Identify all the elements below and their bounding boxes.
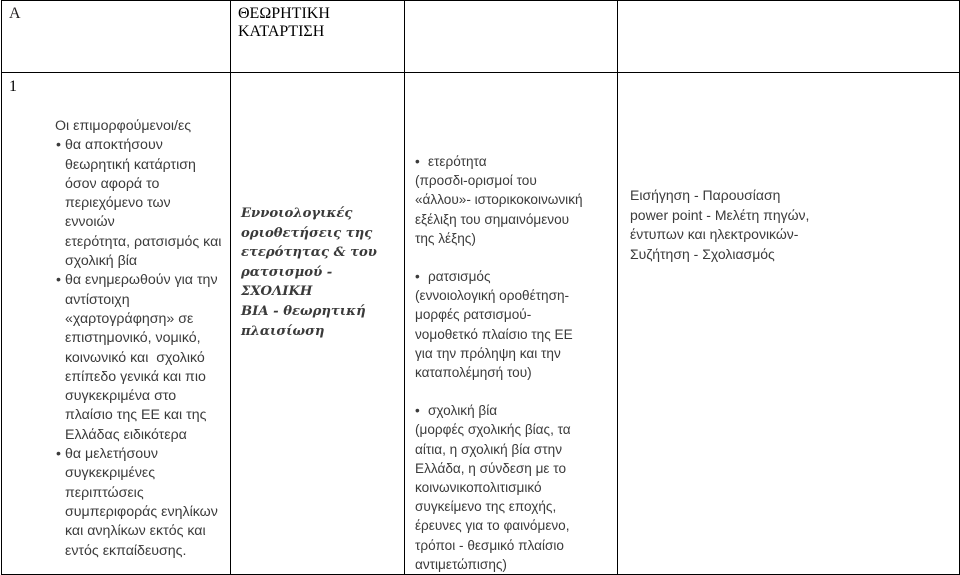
text-line: εξέλιξη του σημαινόμενου bbox=[415, 211, 570, 227]
text-line: (μορφές σχολικής βίας, τα bbox=[415, 422, 571, 438]
objectives-intro: Οι επιμορφούμενοι/ες bbox=[55, 118, 192, 134]
text-line: «χαρτογράφηση» σε bbox=[65, 310, 194, 327]
text-line: οριοθετήσεις της bbox=[241, 225, 373, 241]
header-cell-title bbox=[231, 1, 405, 73]
header-cell-empty-4 bbox=[618, 1, 960, 73]
text-line: Ελλάδα, η σύνδεση με το bbox=[415, 460, 567, 476]
topic-cell bbox=[231, 73, 405, 575]
text-line: συμπεριφοράς ενηλίκων bbox=[65, 503, 218, 520]
objective-bullet-1 bbox=[55, 136, 224, 271]
text-line: νομοθετκό πλαίσιο της ΕΕ bbox=[415, 326, 573, 342]
bullet-icon: • bbox=[415, 403, 420, 419]
text-line: τρόποι - θεσμικό πλαίσιο bbox=[415, 537, 564, 553]
text-line: • θα αποκτήσουν bbox=[65, 137, 163, 154]
text-line: επιστημονικό, νομικό, bbox=[65, 330, 201, 347]
text-line: κοινωνικό και σχολικό bbox=[65, 349, 205, 366]
text-line: ετερότητα, ρατσισμός και bbox=[65, 233, 222, 250]
text-line: Εννοιολογικές bbox=[241, 206, 353, 221]
text-line: ρατσισμός bbox=[428, 269, 491, 285]
text-line: θεωρητική κατάρτιση bbox=[65, 156, 196, 173]
text-line: κοινωνικοπολιτισμικό bbox=[415, 480, 542, 496]
text-line: συγκείμενο της εποχής, bbox=[415, 499, 557, 515]
text-line: έρευνες για το φαινόμενο, bbox=[415, 518, 570, 534]
bullet-icon: • bbox=[415, 154, 420, 169]
header-row bbox=[2, 1, 960, 73]
training-table bbox=[1, 0, 960, 575]
text-line: (εννοιολογική οροθέτηση- bbox=[415, 288, 570, 304]
text-line: αντίστοιχη bbox=[65, 291, 130, 308]
header-cell-empty-3 bbox=[405, 1, 618, 73]
text-line: πλαίσιο της ΕΕ και της bbox=[65, 407, 207, 424]
text-line: περιπτώσεις bbox=[65, 484, 144, 501]
header-cell-a bbox=[2, 1, 231, 73]
objective-bullet-3 bbox=[55, 445, 224, 561]
methods-cell bbox=[618, 73, 960, 575]
content-cell bbox=[405, 73, 618, 575]
text-line: καταπολέμησή του) bbox=[415, 365, 532, 381]
content-item-3 bbox=[415, 401, 611, 420]
text-line: Ελλάδας ειδικότερα bbox=[65, 426, 187, 443]
text-line: «άλλου»- ιστορικοκοινωνική bbox=[415, 192, 583, 208]
bullet-icon: • bbox=[415, 269, 420, 285]
text-line: εντός εκπαίδευσης. bbox=[65, 542, 187, 559]
text-line: για την πρόληψη και την bbox=[415, 345, 561, 361]
text-line: Εισήγηση - Παρουσίαση bbox=[630, 187, 781, 203]
text-line: (προσδι-ορισμοί του bbox=[415, 173, 537, 189]
text-line: πλαισίωση bbox=[241, 323, 325, 339]
text-line: σχολική βία bbox=[65, 253, 138, 270]
content-item-2 bbox=[415, 267, 611, 286]
text-line: ρατσισμού - ΣΧΟΛΙΚΗ bbox=[241, 264, 333, 300]
text-line: και ανηλίκων εκτός και bbox=[65, 523, 206, 540]
text-line: συγκεκριμένες bbox=[65, 465, 156, 482]
text-line: συγκεκριμένα στο bbox=[65, 388, 177, 405]
text-line: της λέξης) bbox=[415, 230, 476, 246]
text-line: ΒΙΑ - θεωρητική bbox=[241, 303, 366, 319]
text-line: ετερότητας & του bbox=[241, 245, 377, 261]
objectives-cell bbox=[2, 73, 231, 575]
methods-text bbox=[618, 73, 959, 264]
text-line: • θα μελετήσουν bbox=[65, 446, 158, 463]
text-line: μορφές ρατσισμού- bbox=[415, 307, 532, 323]
text-line: αίτια, η σχολική βία στην bbox=[415, 441, 563, 457]
text-line: επίπεδο γενικά και πιο bbox=[65, 368, 206, 385]
text-line: έντυπων και ηλεκτρονικών- bbox=[630, 226, 799, 243]
table-row bbox=[2, 73, 960, 575]
text-line: όσον αφορά το bbox=[65, 175, 160, 192]
text-line: περιεχόμενο των εννοιών bbox=[65, 195, 171, 231]
content-item-1 bbox=[415, 152, 611, 171]
text-line: ετερότητα bbox=[428, 154, 487, 169]
text-line: σχολική βία bbox=[428, 403, 498, 419]
text-line: • θα ενημερωθούν για την bbox=[65, 272, 218, 289]
header-title-line2: ΚΑΤΑΡΤΙΣΗ bbox=[238, 23, 325, 40]
text-line: αντιμετώπισης) bbox=[415, 556, 507, 572]
topic-title bbox=[231, 73, 404, 341]
header-col-a-label: A bbox=[9, 5, 21, 22]
text-line: Συζήτηση - Σχολιασμός bbox=[630, 245, 775, 262]
text-line: power point - Μελέτη πηγών, bbox=[630, 206, 810, 223]
objective-bullet-2 bbox=[55, 271, 224, 445]
row-number: 1 bbox=[9, 78, 17, 95]
header-title-line1: ΘΕΩΡΗΤΙΚΗ bbox=[238, 5, 330, 22]
